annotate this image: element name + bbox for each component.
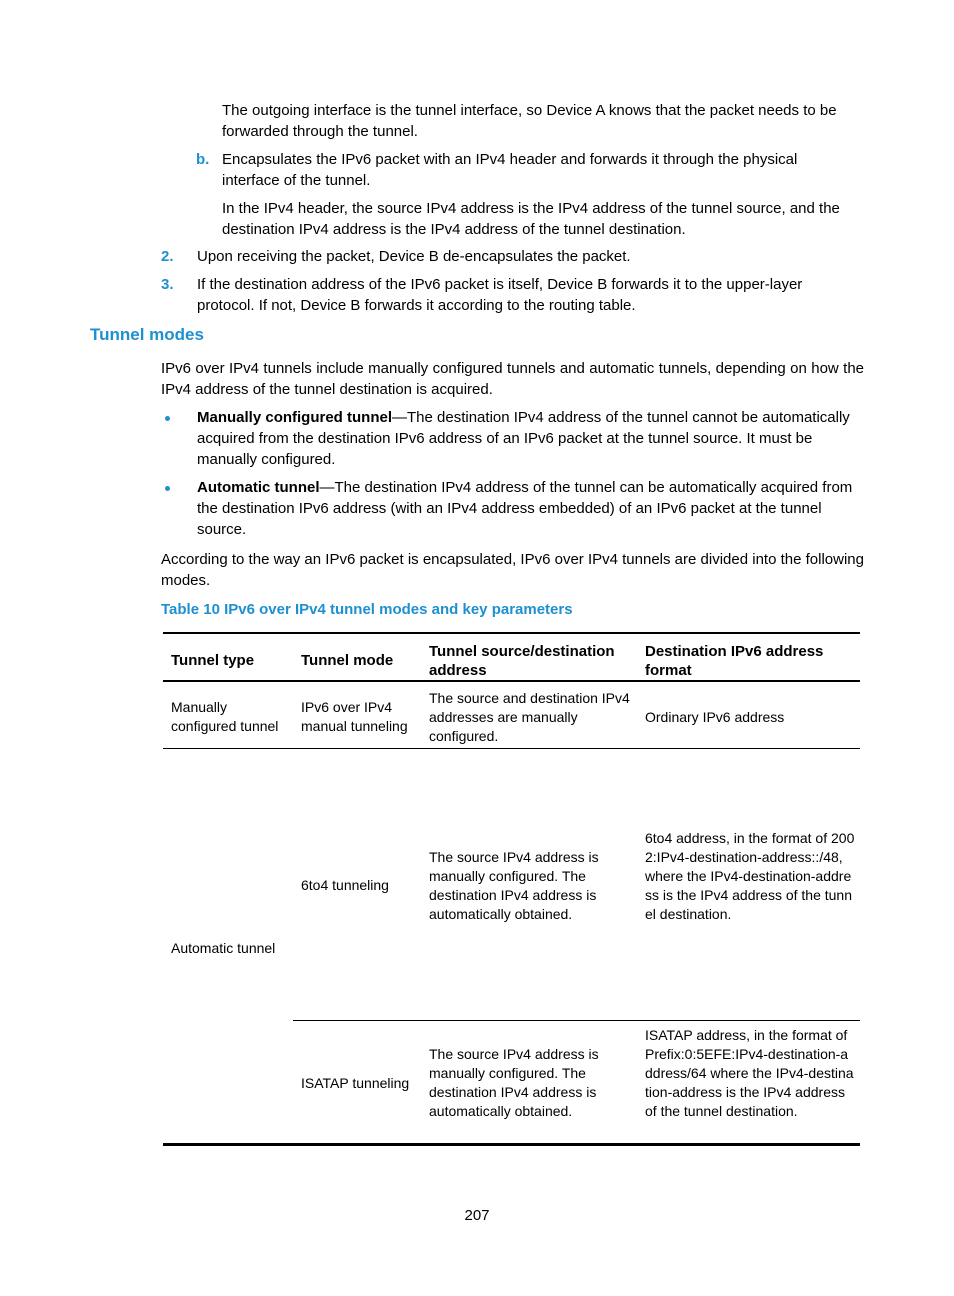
step-b-detail: In the IPv4 header, the source IPv4 address is the IPv4 address of the tunnel source, and the destination IPv4 address is the IPv4 address of the tunnel destination. [222,200,840,238]
step-2-marker: 2. [161,248,174,265]
bullet-item-automatic [197,477,864,540]
cell-mode: 6to4 tunneling [301,877,389,893]
bullet-dot [165,486,170,491]
table-caption: Table 10 IPv6 over IPv4 tunnel modes and key parameters [161,601,573,618]
header-format: Destination IPv6 address format [645,643,824,679]
header-address: Tunnel source/destination address [429,643,615,679]
table-bottom-rule [163,1143,860,1146]
step-b-text: Encapsulates the IPv6 packet with an IPv4 header and forwards it through the physical interface of the tunnel. [222,151,798,189]
row-rule [163,748,860,749]
cell-type: Manually configured tunnel [171,699,279,734]
section-heading: Tunnel modes [90,325,204,344]
bullet-term: Automatic tunnel [197,479,320,496]
header-bottom-rule [163,680,860,682]
header-tunnel-type: Tunnel type [171,652,255,669]
cell-format: 6to4 address, in the format of 2002:IPv4-destination-address::/48, where the IPv4-destination-address is the IPv4 address of the tunnel destination. [645,830,855,922]
header-tunnel-mode: Tunnel mode [301,652,394,669]
cell-mode: ISATAP tunneling [301,1075,410,1091]
page-number: 207 [464,1207,490,1224]
cell-type: Automatic tunnel [171,940,276,956]
bullet-term: Manually configured tunnel [197,409,393,426]
bullet-text: —The destination IPv4 address of the tunnel can be automatically acquired from the destination IPv6 address (with an IPv4 address embedded) of an IPv6 packet at the tunnel source. [197,479,853,538]
step-3-marker: 3. [161,276,174,293]
cell-format: Ordinary IPv6 address [645,709,785,725]
intro-paragraph: The outgoing interface is the tunnel interface, so Device A knows that the packet needs to be forwarded through the tunnel. [222,102,837,140]
step-b-marker: b. [196,151,210,168]
bullet-text: —The destination IPv4 address of the tunnel cannot be automatically acquired from the destination IPv6 address of an IPv6 packet at the tunnel source. It must be manually configured. [197,409,850,468]
bullet-item-manual [197,407,864,470]
modes-paragraph: According to the way an IPv6 packet is encapsulated, IPv6 over IPv4 tunnels are divided into the following modes. [161,551,864,589]
table-top-rule [163,632,860,634]
bullet-dot [165,416,170,421]
step-2-text: Upon receiving the packet, Device B de-encapsulates the packet. [197,248,631,265]
cell-mode: IPv6 over IPv4 manual tunneling [301,699,408,734]
cell-address: The source IPv4 address is manually configured. The destination IPv4 address is automatically obtained. [429,849,599,922]
cell-address: The source IPv4 address is manually configured. The destination IPv4 address is automatically obtained. [429,1046,599,1119]
step-3-text: If the destination address of the IPv6 packet is itself, Device B forwards it to the upper-layer protocol. If not, Device B forwards it according to the routing table. [197,276,803,314]
row-rule [293,1020,860,1021]
cell-format: ISATAP address, in the format of Prefix:0:5EFE:IPv4-destination-address/64 where the IPv4-destination-address is the IPv4 address of the tunnel destination. [645,1027,854,1119]
cell-address: The source and destination IPv4 addresses are manually configured. [429,690,630,744]
section-paragraph: IPv6 over IPv4 tunnels include manually configured tunnels and automatic tunnels, depending on how the IPv4 address of the tunnel destination is acquired. [161,360,864,398]
